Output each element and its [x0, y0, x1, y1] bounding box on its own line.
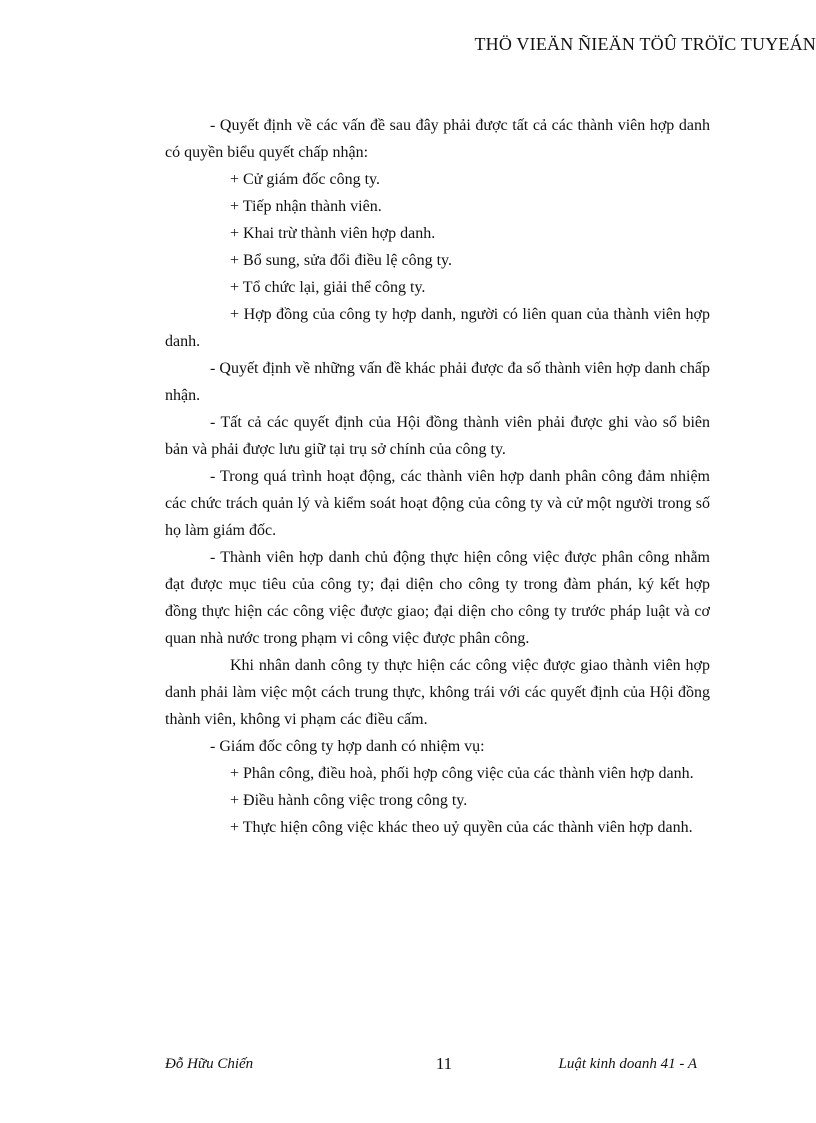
paragraph-members: - Thành viên hợp danh chủ động thực hiện công việc được phân công nhằm đạt được mục tiêu của công ty; đại diện cho công ty trong đàm phán, ký kết hợp đồng thực hiện các công việc được giao; đại diện cho công ty trước pháp luật và cơ quan nhà nước trong phạm vi công việc được phân công.	[165, 549, 710, 647]
list-item: + Tiếp nhận thành viên.	[230, 198, 382, 215]
list-item-contract: + Hợp đồng của công ty hợp danh, người có liên quan của thành viên hợp danh.	[165, 306, 710, 350]
paragraph-other-decisions: - Quyết định về những vấn đề khác phải được đa số thành viên hợp danh chấp nhận.	[165, 360, 710, 404]
director-task: + Phân công, điều hoà, phối hợp công việc của các thành viên hợp danh.	[230, 765, 694, 782]
director-task: + Điều hành công việc trong công ty.	[230, 792, 468, 809]
footer-author: Đỗ Hữu Chiến	[165, 1056, 254, 1072]
page-number: 11	[435, 1054, 453, 1073]
paragraph-representation: Khi nhân danh công ty thực hiện các công việc được giao thành viên hợp danh phải làm việc một cách trung thực, không trái với các quyết định của Hội đồng thành viên, không vi phạm các điều cấm.	[165, 657, 710, 728]
list-item: + Cử giám đốc công ty.	[230, 171, 380, 188]
list-item: + Tổ chức lại, giải thể công ty.	[230, 279, 426, 296]
list-item: + Khai trừ thành viên hợp danh.	[230, 225, 436, 242]
footer-course: Luật kinh doanh 41 - A	[558, 1056, 697, 1072]
page-header: THÖ VIEÄN ÑIEÄN TÖÛ TRÖÏC TUYEÁN	[474, 34, 816, 54]
paragraph-director: - Giám đốc công ty hợp danh có nhiệm vụ:	[210, 738, 485, 755]
director-task: + Thực hiện công việc khác theo uỷ quyền của các thành viên hợp danh.	[230, 819, 693, 836]
list-item: + Bổ sung, sửa đổi điều lệ công ty.	[230, 252, 452, 269]
paragraph-operation: - Trong quá trình hoạt động, các thành viên hợp danh phân công đảm nhiệm các chức trách quản lý và kiểm soát hoạt động của công ty và cử một người trong số họ làm giám đốc.	[165, 468, 710, 539]
paragraph-minutes: - Tất cả các quyết định của Hội đồng thành viên phải được ghi vào sổ biên bản và phải được lưu giữ tại trụ sở chính của công ty.	[165, 414, 710, 458]
document-body	[165, 112, 710, 841]
paragraph-intro: - Quyết định về các vấn đề sau đây phải được tất cả các thành viên hợp danh có quyền biểu quyết chấp nhận:	[165, 117, 710, 161]
